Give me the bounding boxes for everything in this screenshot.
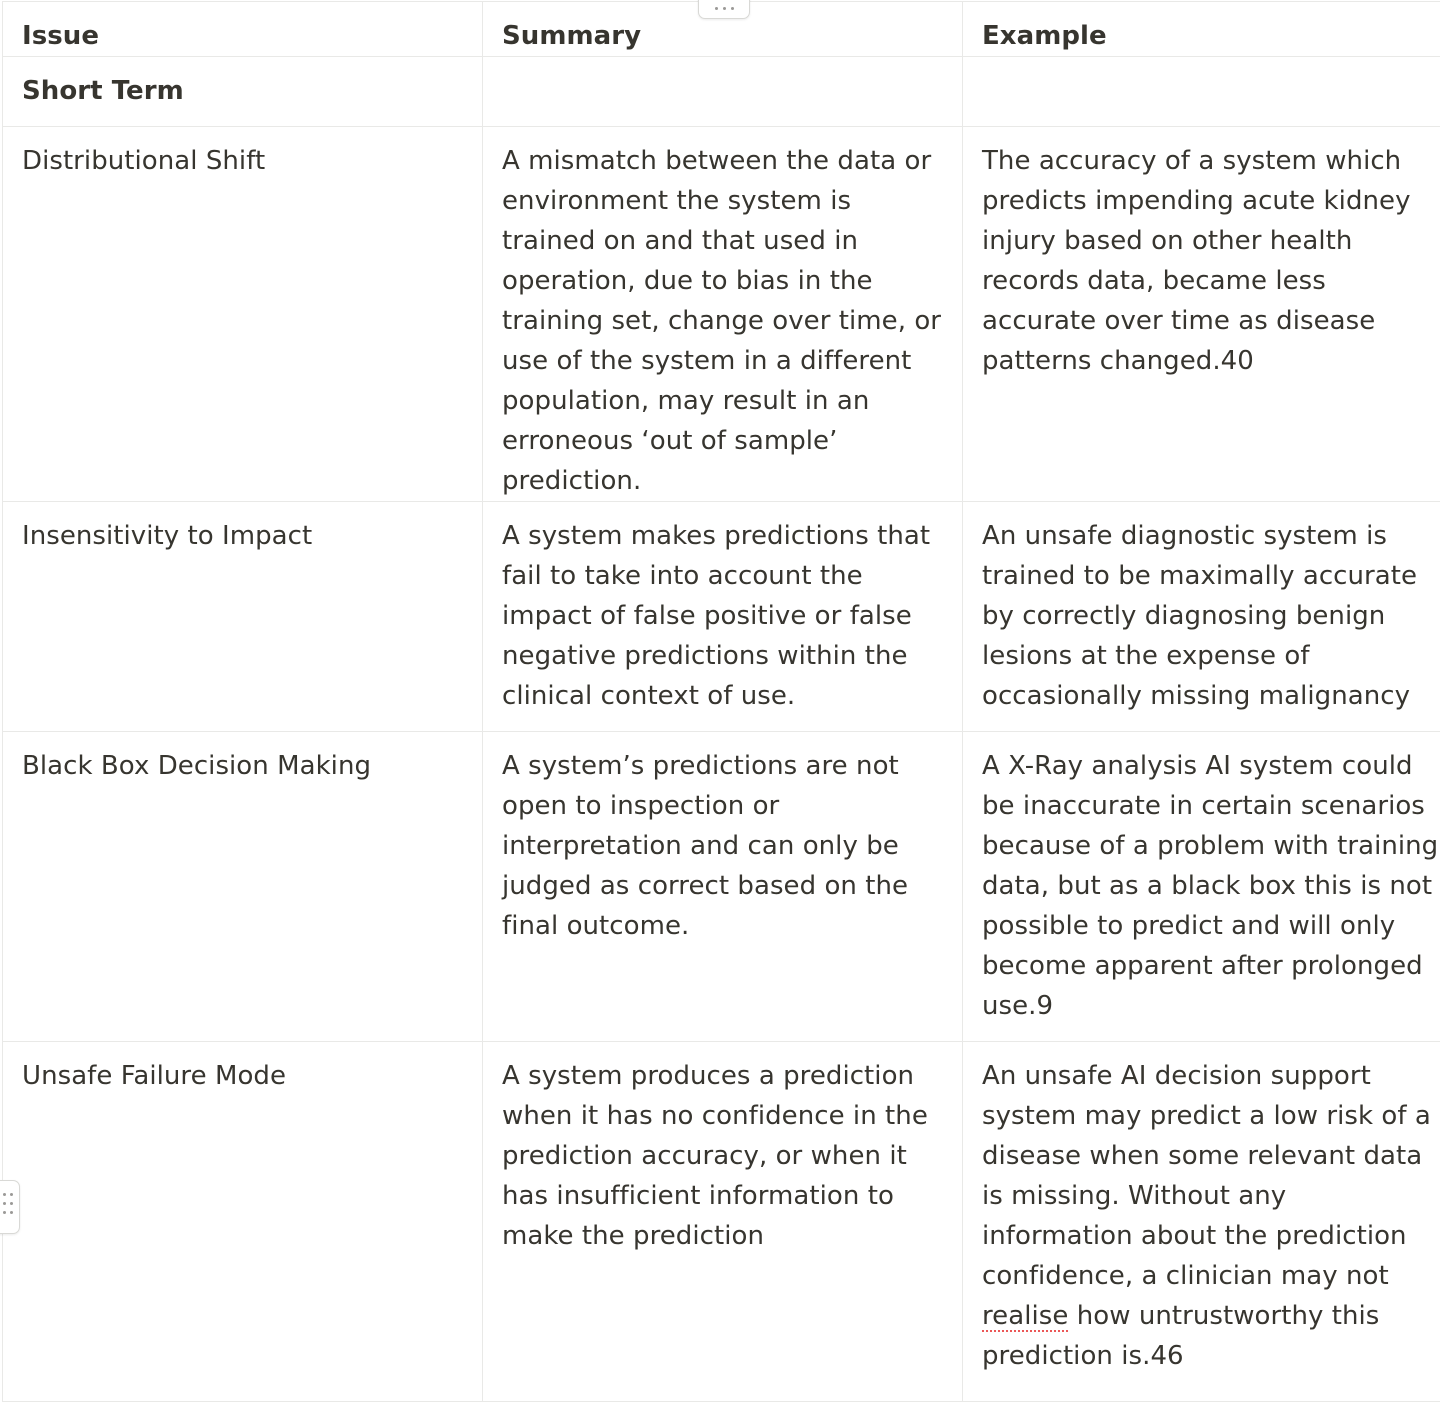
summary-cell[interactable]: A mismatch between the data or environment the system is trained on and that used in operation, due to bias in the training set, change over time, or use of the system in a different population, may result in an erroneous ‘out of sample’ prediction.	[483, 127, 963, 502]
header-issue[interactable]: Issue	[3, 2, 483, 57]
table-row	[3, 502, 1440, 732]
summary-cell[interactable]: A system’s predictions are not open to inspection or interpretation and can only be judged as correct based on the final outcome.	[483, 732, 963, 1042]
section-label[interactable]: Short Term	[3, 57, 483, 127]
summary-cell[interactable]: A system makes predictions that fail to take into account the impact of false positive or false negative predictions within the clinical context of use.	[483, 502, 963, 732]
issue-cell[interactable]: Insensitivity to Impact	[3, 502, 483, 732]
header-summary[interactable]: Summary	[483, 2, 963, 57]
risk-table-container	[2, 1, 1440, 1402]
dot-icon	[723, 7, 726, 10]
row-drag-handle[interactable]	[0, 1180, 20, 1234]
summary-cell[interactable]: A system produces a prediction when it has no confidence in the prediction accuracy, or when it has insufficient information to make the prediction	[483, 1042, 963, 1402]
table-row	[3, 732, 1440, 1042]
example-cell[interactable]: An unsafe diagnostic system is trained to be maximally accurate by correctly diagnosing benign lesions at the expense of occasionally missing malignancy	[963, 502, 1440, 732]
table-row	[3, 1042, 1440, 1402]
section-row	[3, 57, 1440, 127]
example-cell[interactable]: The accuracy of a system which predicts impending acute kidney injury based on other health records data, became less accurate over time as disease patterns changed.40	[963, 127, 1440, 502]
section-empty-cell[interactable]	[963, 57, 1440, 127]
spellcheck-flagged-word[interactable]: realise	[982, 1301, 1068, 1331]
example-cell[interactable]: A X-Ray analysis AI system could be inaccurate in certain scenarios because of a problem with training data, but as a black box this is not possible to predict and will only become apparent after prolonged use.9	[963, 732, 1440, 1042]
risk-table	[2, 1, 1440, 1402]
example-text: how untrustworthy this prediction is.46	[982, 1301, 1379, 1371]
dot-icon	[731, 7, 734, 10]
header-example[interactable]: Example	[963, 2, 1440, 57]
section-empty-cell[interactable]	[483, 57, 963, 127]
drag-dots-icon	[3, 1193, 13, 1221]
issue-cell[interactable]: Unsafe Failure Mode	[3, 1042, 483, 1402]
dot-icon	[715, 7, 718, 10]
example-text: An unsafe AI decision support system may predict a low risk of a disease when some relevant data is missing. Without any information about the prediction confidence, a clinician may not	[982, 1061, 1431, 1291]
example-cell[interactable]	[963, 1042, 1440, 1402]
issue-cell[interactable]: Black Box Decision Making	[3, 732, 483, 1042]
issue-cell[interactable]: Distributional Shift	[3, 127, 483, 502]
table-row	[3, 127, 1440, 502]
column-drag-handle[interactable]	[698, 0, 750, 19]
